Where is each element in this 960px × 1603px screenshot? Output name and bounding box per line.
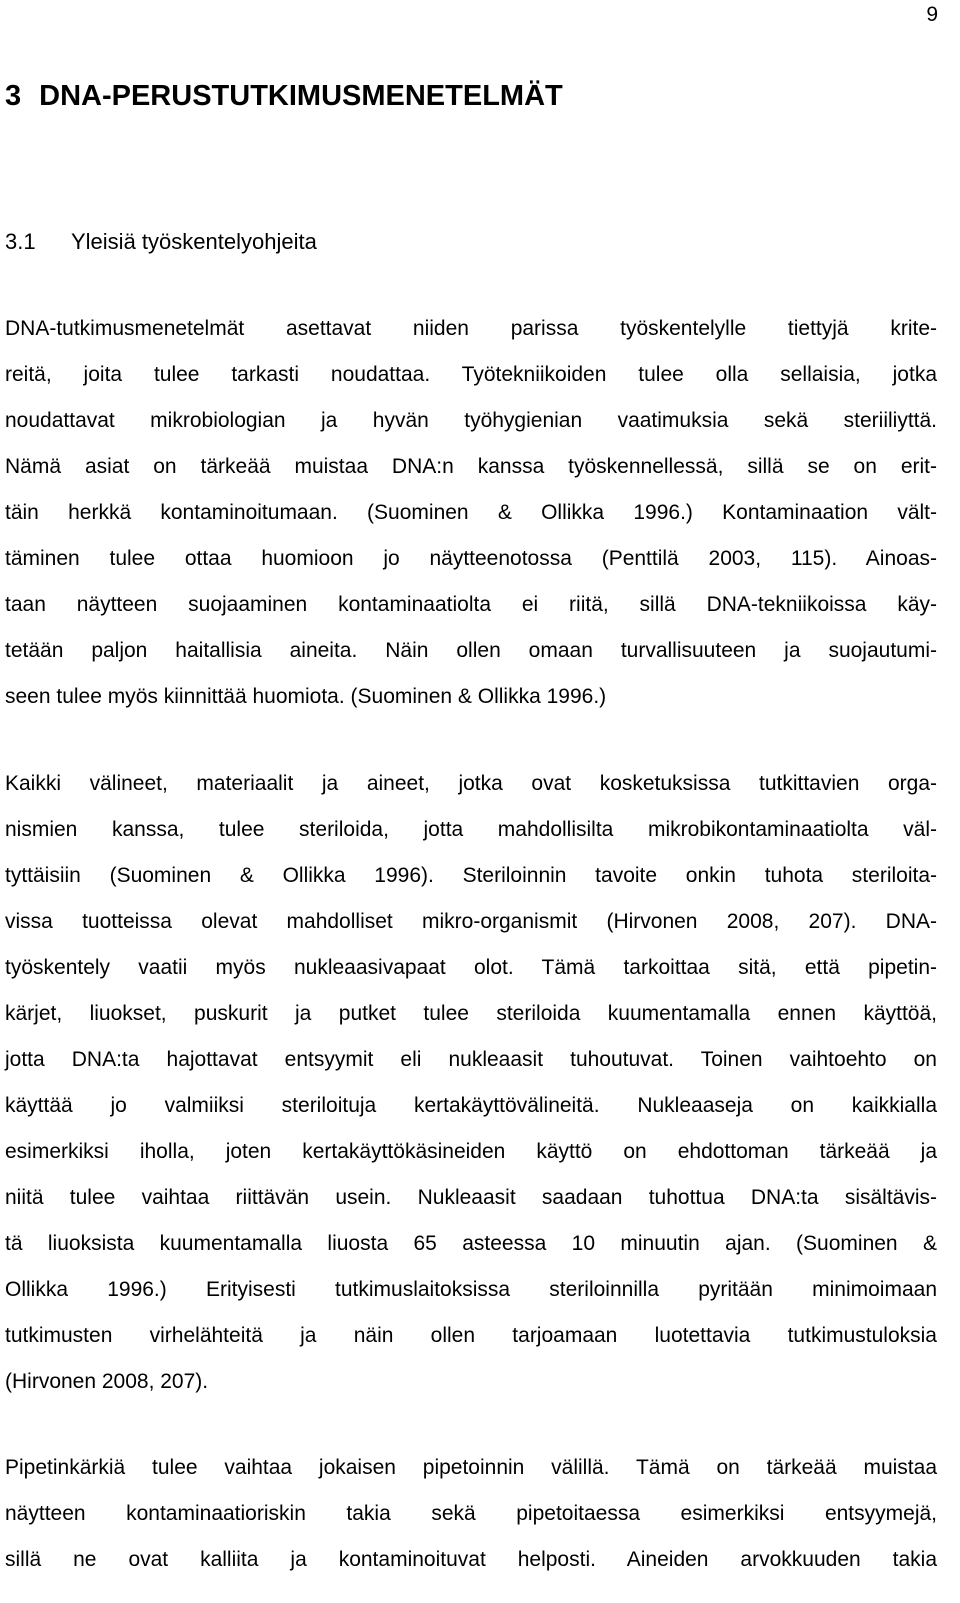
text-line: Nämä asiat on tärkeää muistaa DNA:n kanssa työskennellessä, sillä se on erit- (5, 455, 937, 478)
text-line: nismien kanssa, tulee steriloida, jotta mahdollisilta mikrobikontaminaatiolta väl- (5, 818, 937, 841)
text-line: DNA-tutkimusmenetelmät asettavat niiden parissa työskentelylle tiettyjä krite- (5, 317, 937, 340)
section-title: Yleisiä työskentelyohjeita (71, 229, 317, 254)
text-line: tä liuoksista kuumentamalla liuosta 65 asteessa 10 minuutin ajan. (Suominen & (5, 1232, 937, 1255)
text-line: Kaikki välineet, materiaalit ja aineet, jotka ovat kosketuksissa tutkittavien orga- (5, 772, 937, 795)
text-line: (Hirvonen 2008, 207). (5, 1370, 209, 1393)
chapter-heading (5, 76, 563, 116)
text-line: vissa tuotteissa olevat mahdolliset mikro-organismit (Hirvonen 2008, 207). DNA- (5, 910, 937, 933)
text-line: täminen tulee ottaa huomioon jo näytteenotossa (Penttilä 2003, 115). Ainoas- (5, 547, 937, 570)
paragraph-pipette-tips (5, 1445, 937, 1583)
text-line: tetään paljon haitallisia aineita. Näin ollen omaan turvallisuuteen ja suojautumi- (5, 639, 937, 662)
text-line: tutkimusten virhelähteitä ja näin ollen tarjoamaan luotettavia tutkimustuloksia (5, 1324, 937, 1347)
text-line: noudattavat mikrobiologian ja hyvän työhygienian vaatimuksia sekä steriiliyttä. (5, 409, 937, 432)
text-line: tyttäisiin (Suominen & Ollikka 1996). Steriloinnin tavoite onkin tuhota steriloita- (5, 864, 937, 887)
text-line: kärjet, liuokset, puskurit ja putket tulee steriloida kuumentamalla ennen käyttöä, (5, 1002, 937, 1025)
text-line: reitä, joita tulee tarkasti noudattaa. Työtekniikoiden tulee olla sellaisia, jotka (5, 363, 937, 386)
page-number: 9 (926, 3, 938, 26)
text-line: niitä tulee vaihtaa riittävän usein. Nukleaasit saadaan tuhottua DNA:ta sisältävis- (5, 1186, 937, 1209)
paragraph-sterilization (5, 761, 937, 1405)
paragraph-general-guidelines (5, 306, 937, 720)
text-line: työskentely vaatii myös nukleaasivapaat olot. Tämä tarkoittaa sitä, että pipetin- (5, 956, 937, 979)
text-line: seen tulee myös kiinnittää huomiota. (Suominen & Ollikka 1996.) (5, 685, 607, 708)
text-line: Ollikka 1996.) Erityisesti tutkimuslaitoksissa steriloinnilla pyritään minimoimaan (5, 1278, 937, 1301)
text-line: taan näytteen suojaaminen kontaminaatiolta ei riitä, sillä DNA-tekniikoissa käy- (5, 593, 937, 616)
text-line: esimerkiksi iholla, joten kertakäyttökäsineiden käyttö on ehdottoman tärkeää ja (5, 1140, 937, 1163)
chapter-title: DNA-PERUSTUTKIMUSMENETELMÄT (39, 80, 563, 112)
text-line: käyttää jo valmiiksi steriloituja kertakäyttövälineitä. Nukleaaseja on kaikkialla (5, 1094, 937, 1117)
text-line: näytteen kontaminaatioriskin takia sekä pipetoitaessa esimerkiksi entsyymejä, (5, 1502, 937, 1525)
text-line: jotta DNA:ta hajottavat entsyymit eli nukleaasit tuhoutuvat. Toinen vaihtoehto on (5, 1048, 937, 1071)
text-line: sillä ne ovat kalliita ja kontaminoituvat helposti. Aineiden arvokkuuden takia (5, 1548, 937, 1571)
section-number: 3.1 (5, 229, 36, 254)
section-heading (5, 226, 317, 258)
chapter-number: 3 (5, 80, 22, 112)
text-line: täin herkkä kontaminoitumaan. (Suominen & Ollikka 1996.) Kontaminaation vält- (5, 501, 937, 524)
text-line: Pipetinkärkiä tulee vaihtaa jokaisen pipetoinnin välillä. Tämä on tärkeää muistaa (5, 1456, 937, 1479)
